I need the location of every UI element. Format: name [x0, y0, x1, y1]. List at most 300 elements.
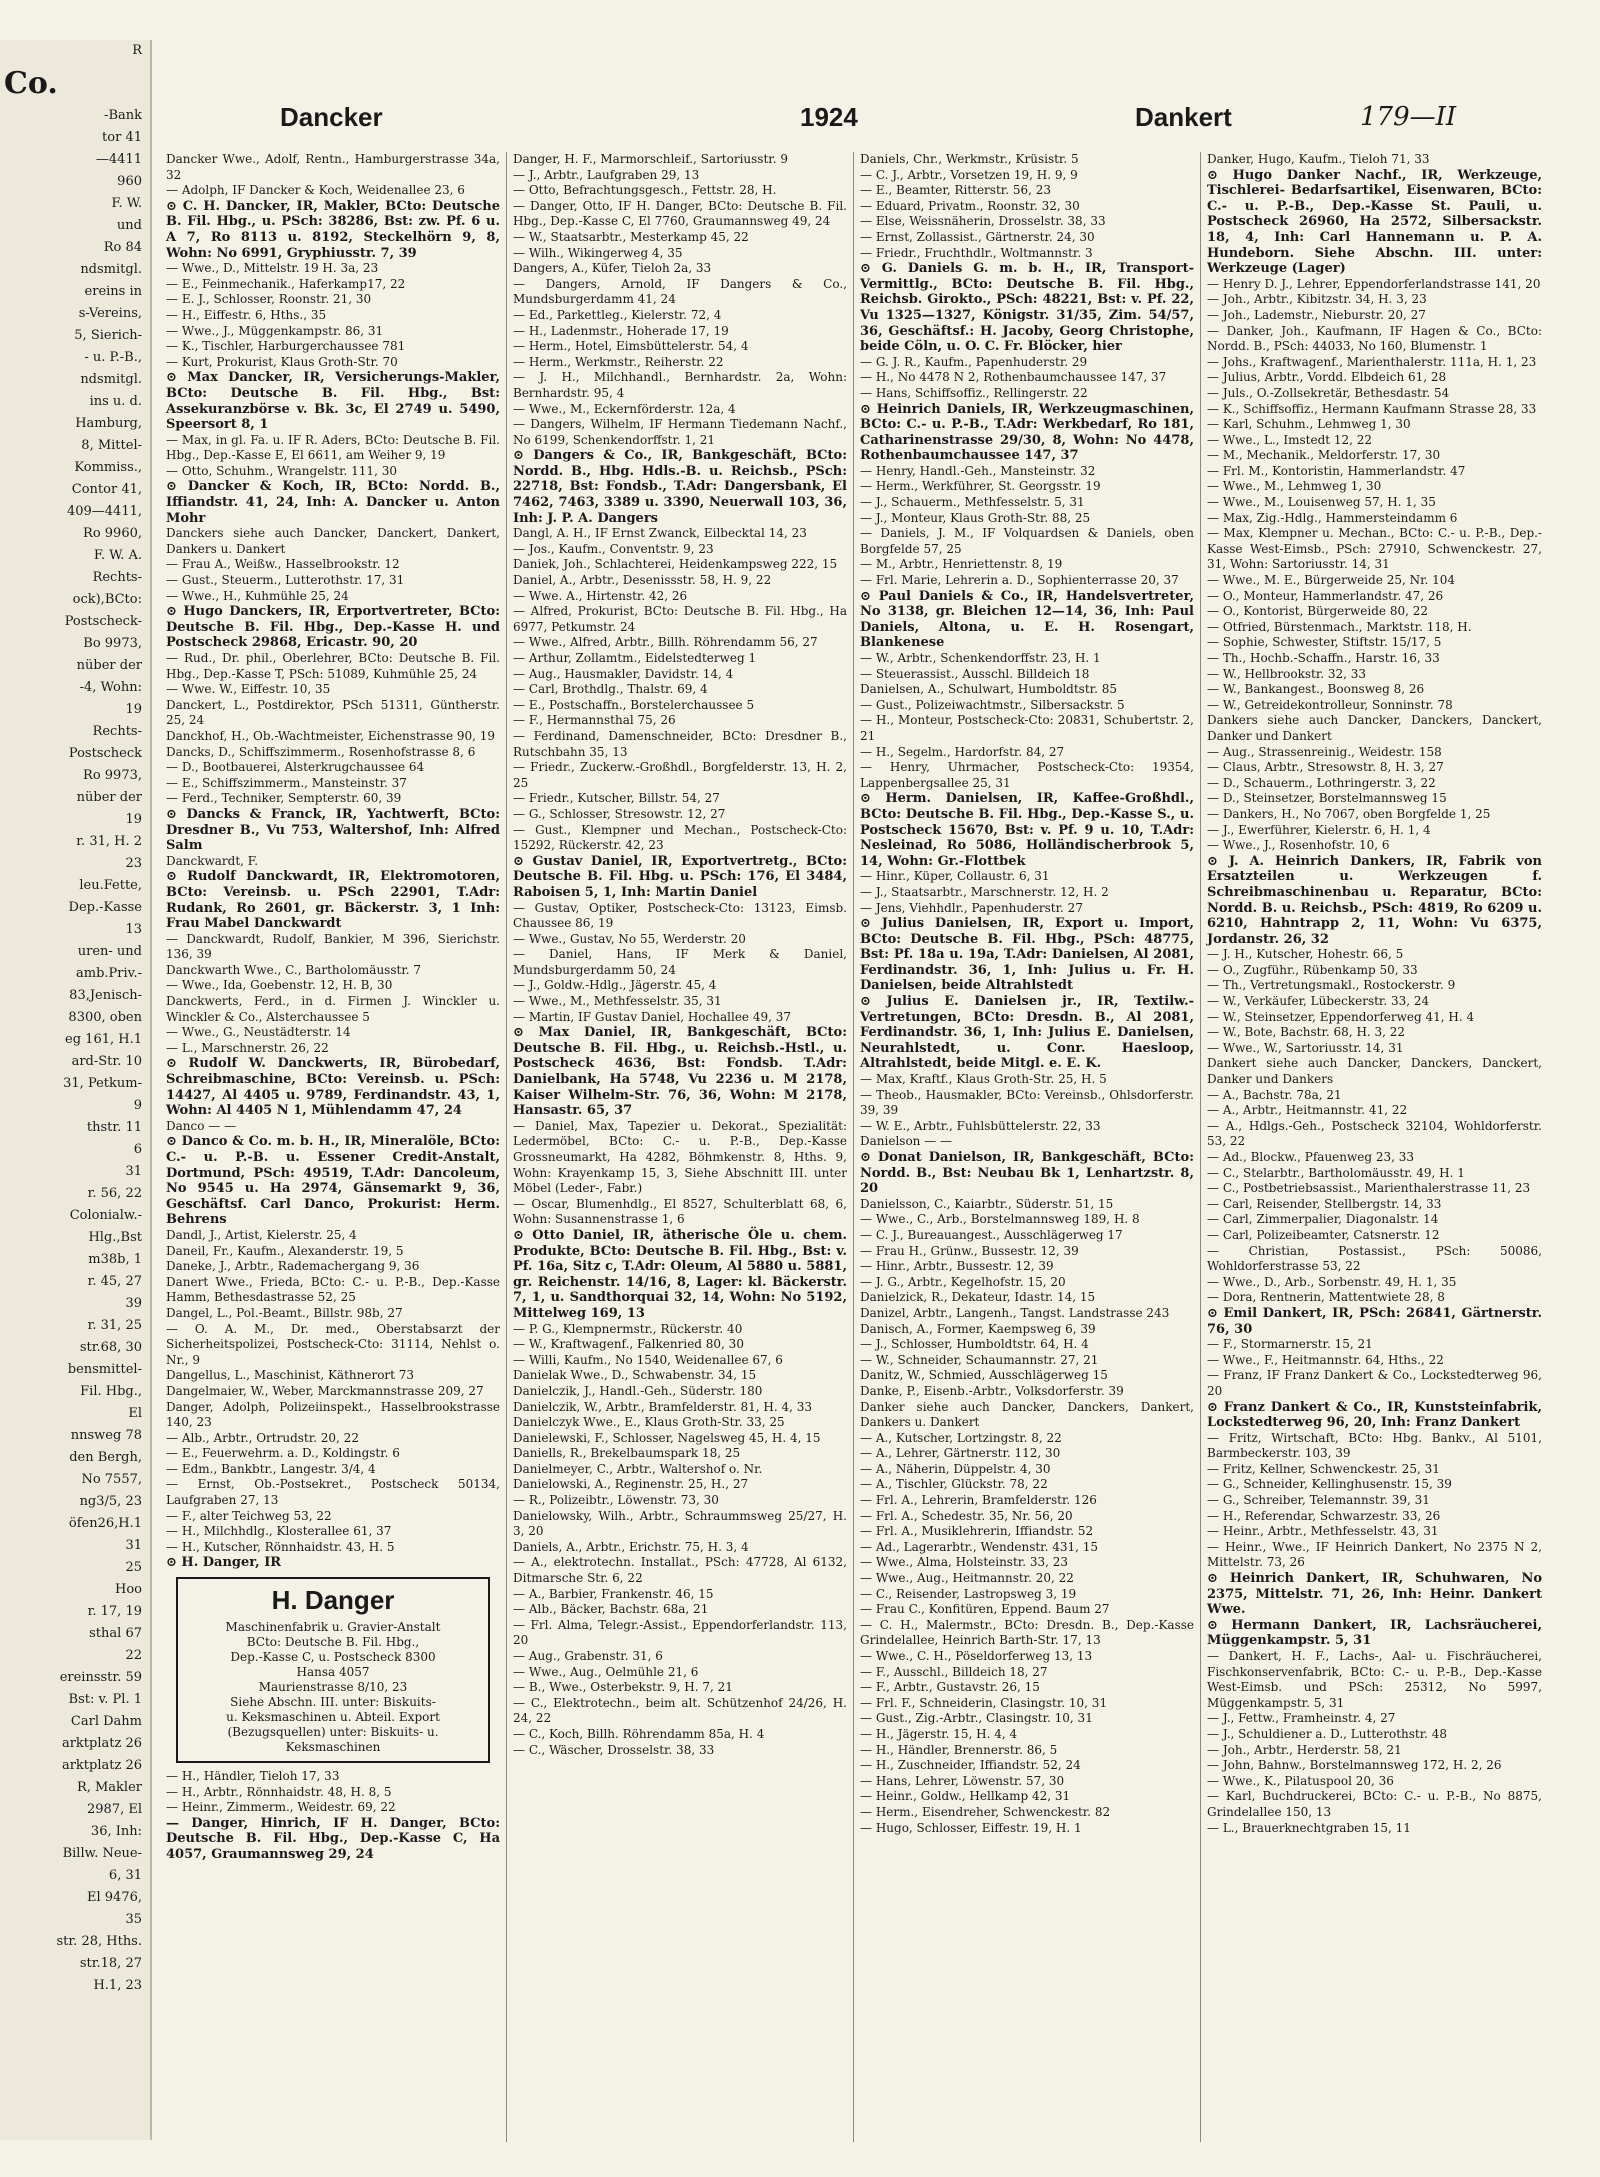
directory-entry: — W., Bankangest., Boonsweg 8, 26: [1207, 682, 1425, 697]
left-edge-line: ins u. d.: [89, 394, 142, 409]
directory-entry-firm: ⊙ Hermann Dankert, IR, Lachsräucherei, Müggenkampstr. 5, 31: [1207, 1617, 1542, 1649]
directory-entry: — W., Hellbrookstr. 32, 33: [1207, 666, 1367, 681]
directory-entry: — Carl, Reisender, Stellbergstr. 14, 33: [1207, 1196, 1442, 1211]
directory-entry: — J. H., Kutscher, Hohestr. 66, 5: [1207, 947, 1404, 962]
directory-entry: — Ernst, Ob.-Postsekret., Postscheck 50134, Laufgraben 27, 13: [166, 1477, 500, 1508]
directory-entry: — Frl. M., Kontoristin, Hammerlandstr. 47: [1207, 463, 1466, 478]
directory-entry: — A., Hdlgs.-Geh., Postscheck 32104, Wohldorferstr. 53, 22: [1207, 1118, 1542, 1149]
directory-entry: — Steuerassist., Ausschl. Billdeich 18: [860, 666, 1090, 681]
directory-entry-firm: ⊙ Franz Dankert & Co., IR, Kunststeinfabrik, Lockstedterweg 96, 20, Inh: Franz Dankert: [1207, 1399, 1542, 1431]
directory-entry: — Wwe. A., Hirtenstr. 42, 26: [513, 588, 688, 603]
directory-entry: — Max, Kraftf., Klaus Groth-Str. 25, H. 5: [860, 1072, 1107, 1087]
directory-entry: — Wwe., M., Eckernförderstr. 12a, 4: [513, 401, 736, 416]
left-edge-line: Fil. Hbg.,: [80, 1384, 142, 1399]
advertisement-line: Hansa 4057: [296, 1665, 370, 1680]
directory-page: [160, 40, 1590, 2150]
directory-entry: — E., Beamter, Ritterstr. 56, 23: [860, 183, 1051, 198]
directory-entry: — J. H., Milchhandl., Bernhardstr. 2a, Wohn: Bernhardstr. 95, 4: [513, 370, 847, 400]
directory-entry: — Edm., Bankbtr., Langestr. 3/4, 4: [166, 1461, 376, 1476]
directory-entry: — Wwe., Alfred, Arbtr., Billh. Röhrendamm 56, 27: [513, 635, 818, 650]
left-edge-line: 31: [125, 1164, 142, 1179]
directory-entry: — Karl, Schuhm., Lehmweg 1, 30: [1207, 417, 1411, 432]
directory-entry: — Otfried, Bürstenmach., Marktstr. 118, H.: [1207, 619, 1472, 634]
directory-entry: — C. J., Arbtr., Vorsetzen 19, H. 9, 9: [860, 167, 1078, 182]
advertisement-line: (Bezugsquellen) unter: Biskuits- u.: [227, 1725, 439, 1740]
directory-entry: Danker siehe auch Dancker, Danckers, Dankert, Dankers u. Dankert: [860, 1399, 1194, 1430]
directory-entry: Dankert siehe auch Dancker, Danckers, Danckert, Danker und Dankers: [1207, 1056, 1542, 1087]
advertisement-line: Maschinenfabrik u. Gravier-Anstalt: [225, 1620, 441, 1635]
directory-entry: — H., Händler, Tieloh 17, 33: [166, 1769, 340, 1784]
directory-entry: — H., Milchhdlg., Klosterallee 61, 37: [166, 1524, 392, 1539]
advertisement-line: BCto: Deutsche B. Fil. Hbg.,: [246, 1635, 420, 1650]
directory-entry: — J., Schuldiener a. D., Lutterothstr. 48: [1207, 1726, 1448, 1741]
left-edge-line: 19: [125, 812, 142, 827]
left-edge-line: -Bank: [104, 108, 142, 123]
directory-entry: — H., Ladenmstr., Hoherade 17, 19: [513, 323, 729, 338]
left-edge-line: Bst: v. Pl. 1: [68, 1692, 142, 1707]
directory-entry: — Wwe., G., Neustädterstr. 14: [166, 1025, 351, 1040]
directory-entry: — Wwe., K., Pilatuspool 20, 36: [1207, 1773, 1394, 1788]
left-edge-line: r. 31, 25: [87, 1318, 142, 1333]
directory-entry: Danielsen, A., Schulwart, Humboldtstr. 85: [860, 682, 1117, 697]
advertisement-line: Keksmaschinen: [285, 1740, 381, 1755]
directory-entry: — Sophie, Schwester, Stiftstr. 15/17, 5: [1207, 635, 1442, 650]
directory-entry: — A., Bachstr. 78a, 21: [1207, 1087, 1342, 1102]
directory-entry: — P. G., Klempnermstr., Rückerstr. 40: [513, 1321, 743, 1336]
left-edge-line: 23: [125, 856, 142, 871]
directory-entry: — C., Postbetriebsassist., Marienthalerstrasse 11, 23: [1207, 1181, 1531, 1196]
directory-entry: — J. G., Arbtr., Kegelhofstr. 15, 20: [860, 1274, 1066, 1289]
directory-entry: — Ad., Lagerarbtr., Wendenstr. 431, 15: [860, 1539, 1099, 1554]
header-year: 1924: [800, 102, 858, 132]
left-edge-line: eg 161, H.1: [65, 1032, 142, 1047]
directory-entry: — H., Monteur, Postscheck-Cto: 20831, Schubertstr. 2, 21: [860, 713, 1194, 743]
directory-entry: — Dangers, Arnold, IF Dangers & Co., Mundsburgerdamm 41, 24: [513, 276, 847, 307]
left-edge-line: 22: [125, 1648, 142, 1663]
left-edge-line: -4, Wohn:: [79, 680, 142, 695]
directory-entry: — R., Polizeibtr., Löwenstr. 73, 30: [513, 1493, 719, 1508]
directory-entry: — J., Monteur, Klaus Groth-Str. 88, 25: [860, 510, 1091, 525]
directory-entry: — W., Verkäufer, Lübeckerstr. 33, 24: [1207, 994, 1430, 1009]
left-edge-line: 9: [133, 1098, 142, 1113]
directory-entry: — Arthur, Zollamtm., Eidelstedterweg 1: [513, 651, 757, 665]
left-edge-line: str.68, 30: [79, 1340, 142, 1355]
left-edge-line: Ro 84: [103, 240, 142, 255]
directory-entry-firm: ⊙ Herm. Danielsen, IR, Kaffee-Großhdl., BCto: Deutsche B. Fil. Hbg., Dep.-Kasse S., u. Postscheck 15670, Bst: v. Pf. 9 u. 10, T.Adr: Nesleinad, Ro 5086, Holländischerbrook 5, 14, Wohn: Gr.-Flottbek: [860, 791, 1194, 869]
directory-entry: — Daniel, Max, Tapezier u. Dekorat., Spezialität: Ledermöbel, BCto: C.- u. P.-B., Dep.-Kasse Grossneumarkt, Ha 4282, Böhmkenstr. 8, Hths. 9, Wohn: Krayenkamp 15, 3, Siehe Abschnitt III. unter Möbel (Leder-, Fabr.): [513, 1118, 847, 1196]
directory-entry: Dandl, J., Artist, Kielerstr. 25, 4: [166, 1227, 357, 1242]
directory-entry: — G., Schreiber, Telemannstr. 39, 31: [1207, 1493, 1430, 1508]
left-edge-heading: Co.: [4, 66, 58, 101]
directory-entry: Daniels, A., Arbtr., Erichstr. 75, H. 3, 4: [513, 1539, 749, 1554]
left-edge-line: ard-Str. 10: [71, 1054, 142, 1069]
left-edge-line: F. W. A.: [93, 548, 142, 563]
left-edge-line: Colonialw.-: [69, 1208, 142, 1223]
directory-entry: Danielczik, J., Handl.-Geh., Süderstr. 180: [513, 1383, 763, 1398]
left-edge-line: 2987, El: [87, 1802, 142, 1817]
directory-entry: — F., alter Teichweg 53, 22: [166, 1508, 332, 1523]
directory-entry: — W., Arbtr., Schenkendorffstr. 23, H. 1: [860, 651, 1101, 665]
left-edge-line: 6, 31: [108, 1868, 142, 1883]
left-edge-line: Hamburg,: [75, 416, 142, 431]
directory-entry: — Wwe., M., Louisenweg 57, H. 1, 35: [1207, 495, 1436, 510]
directory-entry-firm: ⊙ Danco & Co. m. b. H., IR, Mineralöle, BCto: C.- u. P.-B. u. Essener Credit-Anstalt, Dortmund, PSch: 49519, T.Adr: Dancoleum, No 9545 u. Ha 2974, Gänsemarkt 9, 36, Geschäftsf. Carl Danco, Prokurist: Herm. Behrens: [166, 1134, 500, 1228]
directory-entry: — D., Steinsetzer, Borstelmannsweg 15: [1207, 791, 1447, 806]
directory-entry: Danielowsky, Wilh., Arbtr., Schraummsweg 25/27, H. 3, 20: [513, 1508, 847, 1539]
directory-entry: — E., Feuerwehrm. a. D., Koldingstr. 6: [166, 1446, 400, 1461]
directory-entry: Danitz, W., Schmied, Ausschlägerweg 15: [860, 1368, 1108, 1383]
directory-entry: Daniek, Joh., Schlachterei, Heidenkampsweg 222, 15: [513, 557, 838, 572]
directory-entry: Dankers siehe auch Dancker, Danckers, Danckert, Danker und Dankert: [1207, 713, 1542, 743]
directory-entry: — Else, Weissnäherin, Drosselstr. 38, 33: [860, 214, 1106, 229]
left-edge-line: bensmittel-: [67, 1362, 142, 1377]
left-edge-line: Rechts-: [92, 724, 142, 739]
directory-entry: — Wwe., Aug., Oelmühle 21, 6: [513, 1664, 699, 1679]
directory-entry-firm: ⊙ Max Dancker, IR, Versicherungs-Makler, BCto: Deutsche B. Fil. Hbg., Bst: Assekuranzbörse v. Bk. 3c, El 2749 u. 5490, Speersort 8, 1: [166, 370, 500, 433]
directory-entry: — Wilh., Wikingerweg 4, 35: [513, 245, 683, 260]
directory-entry: — W., Steinsetzer, Eppendorferweg 41, H. 4: [1207, 1009, 1475, 1024]
directory-entry: — Hinr., Arbtr., Bussestr. 12, 39: [860, 1259, 1054, 1274]
directory-entry: — Frl. F., Schneiderin, Clasingstr. 10, 31: [860, 1695, 1108, 1710]
directory-entry: — Herm., Werkmstr., Reiherstr. 22: [513, 354, 724, 369]
page-header: [160, 102, 1580, 142]
directory-entry: — Alfred, Prokurist, BCto: Deutsche B. Fil. Hbg., Ha 6977, Petkumstr. 24: [513, 604, 847, 634]
directory-entry: — Frl. A., Musiklehrerin, Iffiandstr. 52: [860, 1524, 1094, 1539]
left-edge-line: leu.Fette,: [79, 878, 142, 893]
directory-entry: — C. J., Bureauangest., Ausschlägerweg 17: [860, 1227, 1123, 1242]
directory-entry: — Frl. Marie, Lehrerin a. D., Sophienterrasse 20, 37: [860, 573, 1179, 588]
directory-entry: — Gustav, Optiker, Postscheck-Cto: 13123, Eimsb. Chaussee 86, 19: [513, 900, 847, 931]
column-2: [507, 152, 854, 2142]
directory-entry: — Wwe., J., Müggenkampstr. 86, 31: [166, 323, 384, 338]
directory-entry: — F., Ausschl., Billdeich 18, 27: [860, 1664, 1048, 1679]
directory-entry: — Wwe., C., Arb., Borstelmannsweg 189, H. 8: [860, 1212, 1140, 1227]
directory-entry: — Joh., Arbtr., Kibitzstr. 34, H. 3, 23: [1207, 292, 1427, 307]
left-edge-line: El 9476,: [87, 1890, 142, 1905]
directory-entry: Dangl, A. H., IF Ernst Zwanck, Eilbecktal 14, 23: [513, 526, 807, 541]
left-edge-line: arktplatz 26: [61, 1758, 142, 1773]
directory-entry: — J., Goldw.-Hdlg., Jägerstr. 45, 4: [513, 978, 717, 993]
advertisement-title: H. Danger: [271, 1585, 395, 1616]
directory-entry: — Wwe., D., Mittelstr. 19 H. 3a, 23: [166, 261, 379, 276]
directory-entry-firm: ⊙ Dancks & Franck, IR, Yachtwerft, BCto: Dresdner B., Vu 753, Waltershof, Inh: Alfred Salm: [166, 806, 500, 854]
directory-entry: — Wwe., Ida, Goebenstr. 12, H. B, 30: [166, 978, 393, 993]
directory-entry: — Heinr., Wwe., IF Heinrich Dankert, No 2375 N 2, Mittelstr. 73, 26: [1207, 1539, 1542, 1570]
directory-entry: — Wwe. W., Eiffestr. 10, 35: [166, 682, 331, 697]
directory-entry: — Ferd., Techniker, Sempterstr. 60, 39: [166, 791, 402, 806]
directory-entry: — G. J. R., Kaufm., Papenhuderstr. 29: [860, 354, 1088, 369]
left-edge-line: 19: [125, 702, 142, 717]
left-edge-line: Contor 41,: [71, 482, 142, 497]
directory-entry: — F., Hermannsthal 75, 26: [513, 713, 676, 728]
directory-entry: — H., Segelm., Hardorfstr. 84, 27: [860, 744, 1065, 759]
left-edge-line: 8300, oben: [68, 1010, 142, 1025]
left-edge-line: R, Makler: [76, 1780, 142, 1795]
directory-entry: Danert Wwe., Frieda, BCto: C.- u. P.-B., Dep.-Kasse Hamm, Bethesdastrasse 52, 25: [166, 1274, 500, 1305]
directory-entry: — F., Stormarnerstr. 15, 21: [1207, 1337, 1373, 1352]
directory-entry: — Karl, Buchdruckerei, BCto: C.- u. P.-B., No 8875, Grindelallee 150, 13: [1207, 1789, 1542, 1819]
left-edge-line: r. 45, 27: [87, 1274, 142, 1289]
directory-entry: — Wwe., M., Lehmweg 1, 30: [1207, 479, 1382, 494]
directory-entry: Danckhof, H., Ob.-Wachtmeister, Eichenstrasse 90, 19: [166, 728, 496, 743]
directory-entry: — Dankert, H. F., Lachs-, Aal- u. Fischräucherei, Fischkonservenfabrik, BCto: C.- u. P.-B., Dep.-Kasse West-Eimsb. und PSch: 25312, No 5997, Müggenkampstr. 5, 31: [1207, 1649, 1542, 1710]
directory-entry: — C., Koch, Billh. Röhrendamm 85a, H. 4: [513, 1726, 765, 1741]
directory-entry-firm: ⊙ Emil Dankert, IR, PSch: 26841, Gärtnerstr. 76, 30: [1207, 1305, 1542, 1337]
directory-entry: — Aug., Strassenreinig., Weidestr. 158: [1207, 744, 1442, 759]
directory-entry: — H., Händler, Brennerstr. 86, 5: [860, 1742, 1058, 1757]
directory-entry: Daneke, J., Arbtr., Rademachergang 9, 36: [166, 1259, 420, 1274]
directory-entry: — Wwe., F., Heitmannstr. 64, Hths., 22: [1207, 1352, 1444, 1367]
directory-entry-firm: ⊙ Donat Danielson, IR, Bankgeschäft, BCto: Nordd. B., Bst: Neubau Bk 1, Lenhartzstr. 8, 20: [860, 1150, 1194, 1197]
directory-entry: — C., Wäscher, Drosselstr. 38, 33: [513, 1742, 715, 1757]
left-edge-line: 25: [125, 1560, 142, 1575]
directory-entry: — Kurt, Prokurist, Klaus Groth-Str. 70: [166, 354, 398, 369]
directory-entry: Danielson — —: [860, 1134, 953, 1149]
left-edge-line: ndsmitgl.: [80, 372, 142, 387]
left-edge-line: nnsweg 78: [70, 1428, 142, 1443]
directory-entry: — W. E., Arbtr., Fuhlsbüttelerstr. 22, 33: [860, 1118, 1101, 1133]
directory-entry: Danielewski, F., Schlosser, Nagelsweg 45, H. 4, 15: [513, 1430, 821, 1445]
left-edge-line: ock),BCto:: [72, 592, 142, 607]
left-edge-line: öfen26,H.1: [68, 1516, 142, 1531]
advertisement-box: [176, 1577, 490, 1763]
directory-entry: — Hugo, Schlosser, Eiffestr. 19, H. 1: [860, 1820, 1082, 1835]
directory-entry: — Herm., Eisendreher, Schwenckestr. 82: [860, 1804, 1111, 1819]
directory-entry: — J., Fettw., Framheinstr. 4, 27: [1207, 1711, 1396, 1726]
left-edge-line: No 7557,: [81, 1472, 142, 1487]
directory-entry: — Ferdinand, Damenschneider, BCto: Dresdner B., Rutschbahn 35, 13: [513, 728, 847, 759]
advertisement-line: Dep.-Kasse C, u. Postscheck 8300: [230, 1650, 436, 1665]
advertisement-line: u. Keksmaschinen u. Abteil. Export: [226, 1710, 440, 1725]
directory-entry: — Fritz, Wirtschaft, BCto: Hbg. Bankv., Al 5101, Barmbeckerstr. 103, 39: [1207, 1430, 1542, 1461]
directory-entry: — G., Schlosser, Stresowstr. 12, 27: [513, 806, 726, 821]
directory-entry: — Henry, Uhrmacher, Postscheck-Cto: 19354, Lappenbergsallee 25, 31: [860, 760, 1194, 790]
left-edge-line: Hlg.,Bst: [88, 1230, 142, 1245]
left-edge-line: tor 41: [102, 130, 142, 145]
directory-entry: — O., Monteur, Hammerlandstr. 47, 26: [1207, 588, 1444, 603]
directory-entry: — Frau C., Konfitüren, Eppend. Baum 27: [860, 1602, 1110, 1617]
advertisement-line: Maurienstrasse 8/10, 23: [258, 1680, 408, 1695]
directory-entry: — A., Kutscher, Lortzingstr. 8, 22: [860, 1430, 1062, 1445]
directory-entry: — Heinr., Zimmerm., Weidestr. 69, 22: [166, 1800, 396, 1815]
directory-entry: — Carl, Brothdlg., Thalstr. 69, 4: [513, 682, 708, 697]
directory-entry: — Friedr., Zuckerw.-Großhdl., Borgfelderstr. 13, H. 2, 25: [513, 760, 847, 790]
directory-entry-firm: ⊙ Rudolf Danckwardt, IR, Elektromotoren, BCto: Vereinsb. u. PSch 22901, T.Adr: Rudank, Ro 2601, gr. Bäckerstr. 3, 1 Inh: Frau Mabel Danckwardt: [166, 869, 500, 932]
page-number: 179—II: [1360, 102, 1457, 132]
directory-entry: — Friedr., Fruchthdlr., Woltmannstr. 3: [860, 245, 1093, 260]
left-edge-line: thstr. 11: [86, 1120, 142, 1135]
directory-entry: — Wwe., L., Imstedt 12, 22: [1207, 432, 1373, 447]
directory-entry: — Gust., Steuerm., Lutterothstr. 17, 31: [166, 573, 405, 588]
directory-entry-firm: ⊙ G. Daniels G. m. b. H., IR, Transport-Vermittlg., BCto: Deutsche B. Fil. Hbg., Reichsb. Girokto., PSch: 48221, Bst: v. Pf. 22, Vu 1325—1327, Königstr. 31/35, Zim. 54/57, 36, Geschäftsf.: H. Jacoby, Georg Christophe, beide Cöln, u. O. C. Fr. Blöcker, hier: [860, 261, 1194, 355]
directory-entry: — Wwe., C. H., Pöseldorferweg 13, 13: [860, 1649, 1093, 1663]
left-edge-line: ereins in: [84, 284, 142, 299]
directory-entry: — A., Tischler, Glückstr. 78, 22: [860, 1477, 1048, 1492]
directory-entry: — H., Kutscher, Rönnhaidstr. 43, H. 5: [166, 1539, 395, 1554]
directory-entry: — Gust., Zig.-Arbtr., Clasingstr. 10, 31: [860, 1711, 1093, 1726]
left-edge-line: ng3/5, 23: [79, 1494, 142, 1509]
left-edge-lines: [0, 105, 150, 1997]
columns: [160, 152, 1585, 2142]
directory-entry: — Dangers, Wilhelm, IF Hermann Tiedemann Nachf., No 6199, Schenkendorffstr. 1, 21: [513, 417, 847, 447]
directory-entry: — Ad., Blockw., Pfauenweg 23, 33: [1207, 1150, 1415, 1164]
left-edge-line: sthal 67: [89, 1626, 142, 1641]
left-edge-line: Billw. Neue-: [62, 1846, 142, 1861]
directory-entry: — Dankers, H., No 7067, oben Borgfelde 1, 25: [1207, 806, 1491, 821]
directory-entry: — M., Arbtr., Henriettenstr. 8, 19: [860, 557, 1063, 572]
directory-entry: — E., Feinmechanik., Haferkamp17, 22: [166, 276, 406, 291]
directory-entry: Daniels, Chr., Werkmstr., Krüsistr. 5: [860, 152, 1079, 166]
left-edge-line: und: [116, 218, 142, 233]
directory-entry: — Alb., Bäcker, Bachstr. 68a, 21: [513, 1602, 709, 1617]
directory-entry: — F., Arbtr., Gustavstr. 26, 15: [860, 1680, 1040, 1695]
left-edge-line: 409—4411,: [66, 504, 142, 519]
directory-entry: — E., Schiffszimmerm., Mansteinstr. 37: [166, 775, 407, 790]
directory-entry: — C., Reisender, Lastropsweg 3, 19: [860, 1586, 1077, 1601]
directory-entry: — D., Schauerm., Lothringerstr. 3, 22: [1207, 775, 1436, 790]
left-edge-line: ereinsstr. 59: [59, 1670, 142, 1685]
directory-entry: — O., Kontorist, Bürgerweide 80, 22: [1207, 604, 1428, 619]
directory-entry: — A., Lehrer, Gärtnerstr. 112, 30: [860, 1446, 1061, 1461]
left-edge-line: 36, Inh:: [90, 1824, 142, 1839]
directory-entry: — C. H., Malermstr., BCto: Dresdn. B., Dep.-Kasse Grindelallee, Heinrich Barth-Str. 17, 13: [860, 1617, 1194, 1648]
directory-entry: Dangel, L., Pol.-Beamt., Billstr. 98b, 27: [166, 1305, 403, 1320]
directory-entry: — Friedr., Kutscher, Billstr. 54, 27: [513, 791, 720, 806]
directory-entry: — Claus, Arbtr., Stresowstr. 8, H. 3, 27: [1207, 760, 1444, 775]
left-edge-line: —4411: [95, 152, 142, 167]
directory-entry: — Max, in gl. Fa. u. IF R. Aders, BCto: Deutsche B. Fil. Hbg., Dep.-Kasse E, El 6611, am Weiher 9, 19: [166, 432, 500, 463]
directory-entry-firm: ⊙ J. A. Heinrich Dankers, IR, Fabrik von Ersatzteilen u. Werkzeugen f. Schreibmaschinenbau u. Reparatur, BCto: Nordd. B. u. Reichsb., PSch: 4819, Ro 6209 u. 6210, Hahntrapp 2, 11, Wohn: Vu 6375, Jordanstr. 26, 32: [1207, 853, 1542, 947]
directory-entry: — Frl. A., Lehrerin, Bramfelderstr. 126: [860, 1493, 1097, 1508]
directory-entry: — Franz, IF Franz Dankert & Co., Lockstedterweg 96, 20: [1207, 1368, 1542, 1398]
left-edge-line: 31: [125, 1538, 142, 1553]
directory-entry: — Theob., Hausmakler, BCto: Vereinsb., Ohlsdorferstr. 39, 39: [860, 1087, 1194, 1118]
directory-entry: — Otto, Befrachtungsgesch., Fettstr. 28, H.: [513, 183, 777, 198]
left-edge-line: m38b, 1: [88, 1252, 142, 1267]
directory-entry-firm: ⊙ Heinrich Dankert, IR, Schuhwaren, No 2375, Mittelstr. 71, 26, Inh: Heinr. Dankert Wwe.: [1207, 1571, 1542, 1618]
directory-entry-firm: ⊙ Heinrich Daniels, IR, Werkzeugmaschinen, BCto: C.- u. P.-B., T.Adr: Werkbedarf, Ro 181, Catharinenstrasse 29/30, 8, Wohn: No 4478, Rothenbaumchaussee 147, 37: [860, 401, 1194, 464]
directory-entry: Daniel, A., Arbtr., Desenissstr. 58, H. 9, 22: [513, 573, 772, 588]
left-edge-line: r. 56, 22: [87, 1186, 142, 1201]
directory-entry: — Willi, Kaufm., No 1540, Weidenallee 67, 6: [513, 1352, 783, 1367]
left-edge-line: 5, Sierich-: [74, 328, 142, 343]
left-edge-line: nüber der: [76, 790, 142, 805]
column-1: [160, 152, 507, 2142]
directory-entry: — Hinr., Küper, Collaustr. 6, 31: [860, 869, 1050, 884]
directory-entry: — Frl. A., Schedestr. 35, Nr. 56, 20: [860, 1508, 1073, 1523]
directory-entry-firm: ⊙ Max Daniel, IR, Bankgeschäft, BCto: Deutsche B. Fil. Hbg., u. Reichsb.-Hstl., u. Postscheck 4636, Bst: Fondsb. T.Adr: Danielbank, Ha 5748, Vu 2236 u. M 2178, Kaiser Wilhelm-Str. 76, 36, Wohn: M 2178, Hansastr. 65, 37: [513, 1025, 847, 1119]
left-edge-line: 35: [125, 1912, 142, 1927]
directory-entry: — Martin, IF Gustav Daniel, Hochallee 49, 37: [513, 1009, 791, 1024]
directory-entry: — Wwe., M., Methfesselstr. 35, 31: [513, 994, 722, 1009]
directory-entry-firm: ⊙ Gustav Daniel, IR, Exportvertretg., BCto: Deutsche B. Fil. Hbg. u. PSch: 176, El 3484, Raboisen 5, 1, Inh: Martin Daniel: [513, 853, 847, 900]
directory-entry: Danizel, Arbtr., Langenh., Tangst. Landstrasse 243: [860, 1305, 1170, 1320]
left-edge-line: Ro 9973,: [83, 768, 142, 783]
advertisement-line: Siehe Abschn. III. unter: Biskuits-: [230, 1695, 436, 1710]
directory-entry: Daniells, R., Brekelbaumspark 18, 25: [513, 1446, 741, 1461]
directory-entry: — Julius, Arbtr., Vordd. Elbdeich 61, 28: [1207, 370, 1447, 385]
left-edge-line: Ro 9960,: [83, 526, 142, 541]
left-page-edge: [0, 40, 152, 2140]
directory-entry: Danielzick, R., Dekateur, Idastr. 14, 15: [860, 1290, 1096, 1305]
directory-entry: Danke, P., Eisenb.-Arbtr., Volksdorferstr. 39: [860, 1383, 1124, 1398]
directory-entry: Dangellus, L., Maschinist, Käthnerort 73: [166, 1368, 415, 1383]
directory-entry: — Oscar, Blumenhdlg., El 8527, Schulterblatt 68, 6, Wohn: Susannenstrasse 1, 6: [513, 1196, 847, 1227]
directory-entry: Danckwerts, Ferd., in d. Firmen J. Winckler u. Winckler & Co., Alsterchaussee 5: [166, 994, 500, 1024]
directory-entry: — Th., Hochb.-Schaffn., Harstr. 16, 33: [1207, 651, 1440, 665]
directory-entry: — Daniels, J. M., IF Volquardsen & Daniels, oben Borgfelde 57, 25: [860, 526, 1194, 556]
directory-entry: — L., Marschnerstr. 26, 22: [166, 1040, 329, 1055]
left-edge-line: str.18, 27: [79, 1956, 142, 1971]
directory-entry: — Max, Klempner u. Mechan., BCto: C.- u. P.-B., Dep.-Kasse West-Eimsb., PSch: 27910, Schwenckestr. 27, 31, Wohn: Sartoriusstr. 14, 31: [1207, 526, 1542, 572]
directory-entry: — B., Wwe., Osterbekstr. 9, H. 7, 21: [513, 1680, 733, 1695]
left-edge-line: r. 17, 19: [87, 1604, 142, 1619]
directory-entry-firm: ⊙ C. H. Dancker, IR, Makler, BCto: Deutsche B. Fil. Hbg., u. PSch: 38286, Bst: zw. Pf. 6 u. A 7, Ro 8113 u. 8192, Steckelhörn 9, 8, Wohn: No 6991, Gryphiusstr. 7, 39: [166, 198, 500, 261]
header-left-keyword: Dancker: [280, 102, 383, 132]
directory-entry: — C., Elektrotechn., beim alt. Schützenhof 24/26, H. 24, 22: [513, 1695, 847, 1726]
directory-entry: — Henry, Handl.-Geh., Mansteinstr. 32: [860, 463, 1096, 478]
directory-entry: — A., Barbier, Frankenstr. 46, 15: [513, 1586, 714, 1601]
directory-entry: — H., Zuschneider, Iffiandstr. 52, 24: [860, 1758, 1081, 1773]
directory-entry: — Danker, Joh., Kaufmann, IF Hagen & Co., BCto: Nordd. B., PSch: 44033, No 160, Blumenstr. 1: [1207, 323, 1542, 354]
directory-entry: Danielczik, W., Arbtr., Bramfelderstr. 81, H. 4, 33: [513, 1399, 813, 1414]
left-edge-line: r. 31, H. 2: [76, 834, 142, 849]
left-edge-line: 6: [133, 1142, 142, 1157]
left-edge-line: amb.Priv.-: [76, 966, 142, 981]
directory-entry: — K., Tischler, Harburgerchaussee 781: [166, 339, 406, 354]
left-edge-line: 39: [125, 1296, 142, 1311]
left-edge-line: den Bergh,: [69, 1450, 142, 1465]
directory-entry: Danielak Wwe., D., Schwabenstr. 34, 15: [513, 1368, 757, 1383]
left-edge-line: H.1, 23: [93, 1978, 142, 1993]
directory-entry: — O., Zugführ., Rübenkamp 50, 33: [1207, 962, 1418, 977]
left-edge-line: - u. P.-B.,: [84, 350, 142, 365]
directory-entry: — Juls., O.-Zollsekretär, Bethesdastr. 54: [1207, 385, 1450, 400]
directory-entry-firm: ⊙ Julius Danielsen, IR, Export u. Import, BCto: Deutsche B. Fil. Hbg., PSch: 48775, Bst: Pf. 18a u. 19a, T.Adr: Danielsen, Al 2081, Ferdinandstr. 36, 1, Inh: Julius u. Fr. H. Danielsen, beide Altrahlstedt: [860, 916, 1194, 994]
directory-entry: Danielsson, C., Kaiarbtr., Süderstr. 51, 15: [860, 1196, 1114, 1211]
directory-entry: — Ernst, Zollassist., Gärtnerstr. 24, 30: [860, 229, 1095, 244]
directory-entry: Danckwardt, F.: [166, 853, 259, 868]
directory-entry: — Joh., Lademstr., Nieburstr. 20, 27: [1207, 307, 1426, 322]
directory-entry: — Carl, Polizeibeamter, Catsnerstr. 12: [1207, 1227, 1440, 1242]
directory-entry-firm: ⊙ Julius E. Danielsen jr., IR, Textilw.-Vertretungen, BCto: Dresdn. B., Al 2081, Ferdinandstr. 36, 1, Inh: Julius E. Danielsen, Neurahlstedt, u. Conr. Haesloop, Altrahlstedt, beide Mitgl. e. E. K.: [860, 994, 1194, 1072]
left-edge-line: str. 28, Hths.: [56, 1934, 142, 1949]
directory-entry: — Heinr., Goldw., Hellkamp 42, 31: [860, 1789, 1071, 1804]
directory-entry: — John, Bahnw., Borstelmannsweg 172, H. 2, 26: [1207, 1758, 1502, 1773]
directory-entry: — K., Schiffsoffiz., Hermann Kaufmann Strasse 28, 33: [1207, 401, 1537, 416]
left-edge-line: Postscheck: [68, 746, 142, 761]
left-edge-line: nüber der: [76, 658, 142, 673]
directory-entry: Danger, Adolph, Polizeiinspekt., Hasselbrookstrasse 140, 23: [166, 1399, 500, 1430]
directory-entry: — Joh., Arbtr., Herderstr. 58, 21: [1207, 1742, 1402, 1757]
directory-entry: — G., Schneider, Kellinghusenstr. 15, 39: [1207, 1477, 1452, 1492]
directory-entry: — Wwe., Aug., Heitmannstr. 20, 22: [860, 1571, 1074, 1586]
left-edge-line: 13: [125, 922, 142, 937]
directory-entry: Danger, H. F., Marmorschleif., Sartoriusstr. 9: [513, 152, 788, 166]
directory-entry: — Frau H., Grünw., Bussestr. 12, 39: [860, 1243, 1079, 1258]
directory-entry: — Otto, Schuhm., Wrangelstr. 111, 30: [166, 463, 397, 478]
directory-entry: — Frau A., Weißw., Hasselbrookstr. 12: [166, 557, 400, 572]
directory-entry: — D., Bootbauerei, Alsterkrugchaussee 64: [166, 760, 425, 775]
directory-entry: Danker, Hugo, Kaufm., Tieloh 71, 33: [1207, 152, 1430, 166]
directory-entry: — Johs., Kraftwagenf., Marienthalerstr. 111a, H. 1, 23: [1207, 354, 1537, 369]
directory-entry: — H., Jägerstr. 15, H. 4, 4: [860, 1726, 1018, 1741]
directory-entry: — Fritz, Kellner, Schwenckestr. 25, 31: [1207, 1461, 1440, 1476]
directory-entry: Dancker Wwe., Adolf, Rentn., Hamburgerstrasse 34a, 32: [166, 152, 500, 182]
directory-entry: Dangelmaier, W., Weber, Marckmannstrasse 209, 27: [166, 1383, 484, 1398]
left-edge-line: ndsmitgl.: [80, 262, 142, 277]
left-edge-line: F. W.: [111, 196, 142, 211]
